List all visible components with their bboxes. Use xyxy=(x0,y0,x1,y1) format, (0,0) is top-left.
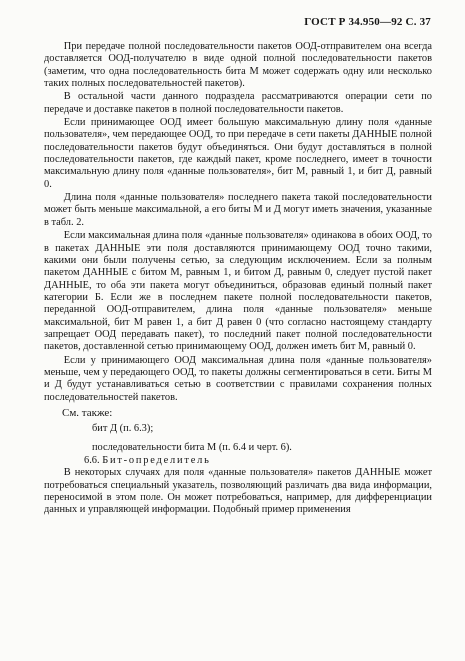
paragraph-6: Если у принимающего ООД максимальная длина поля «данные пользователя» меньше, чем у передающего ООД, то пакеты должны сегментироваться в сети. Биты М и Д будут устанавливаться сетью в соответствии с правилами сохранения полных последовательностей пакетов. xyxy=(44,354,432,403)
paragraph-4: Длина поля «данные пользователя» последнего пакета такой последовательности может быть меньше максимальной, а его биты М и Д могут иметь значения, указанные в табл. 2. xyxy=(44,192,432,228)
paragraph-5: Если максимальная длина поля «данные пользователя» одинакова в обоих ООД, то в пакетах ДАННЫЕ эти поля доставляются принимающему ООД точно такими, какими они были получены сетью, за следующим исключением. Если за полным пакетом ДАННЫЕ с битом М, равным 1, и битом Д, равным 0, следует пустой пакет ДАННЫЕ, то оба эти пакета могут объединиться, образовав единый полный пакет категории Б. Если же в последнем пакете полной последовательности пакетов, переданной ООД-отправителем, длина поля «данные пользователя» меньше максимальной, бит М равен 1, а бит Д равен 0 (что согласно настоящему стандарту запрещает ООД передавать пакет), то последний пакет полной последовательности пакетов, доставленной сетью принимающему ООД, должен иметь бит М, равный 0. xyxy=(44,230,432,353)
see-also-ref-1: бит Д (п. 6.3); xyxy=(92,423,154,435)
document-body xyxy=(44,41,432,517)
section-paragraph: В некоторых случаях для поля «данные пользователя» пакетов ДАННЫЕ может потребоваться специальный указатель, позволяющий различать два вида информации, переносимой в этом поле. Он может потребоваться, например, для дифференциации данных и управляющей информации. Подобный пример применения xyxy=(44,467,432,516)
see-also-ref-2: последовательности бита М (п. 6.4 и черт. 6). xyxy=(92,441,292,453)
paragraph-3: Если принимающее ООД имеет большую максимальную длину поля «данные пользователя», чем передающее ООД, то при передаче в сети пакеты ДАННЫЕ полной последовательности пакетов будут объединяться. Они будут доставляться в полной последовательности пакетов, где каждый пакет, кроме последнего, имеет в точности максимальную длину поля «данные пользователя», бит М, равный 1, и бит Д, равный 0. xyxy=(44,117,432,190)
paragraph-2: В остальной части данного подраздела рассматриваются операции сети по передаче и доставке пакетов в полной последовательности пакетов. xyxy=(44,91,432,115)
page-header: ГОСТ Р 34.950—92 С. 37 xyxy=(304,16,431,28)
section-title: Бит-определитель xyxy=(102,455,211,466)
see-also-label: См. также: xyxy=(62,406,113,419)
paragraph-1: При передаче полной последовательности пакетов ООД-отправителем она всегда доставляется ООД-получателю в виде одной полной последовательности пакетов (заметим, что одна последовательность бита М может содержать одну или несколько таких полных последовательностей пакетов). xyxy=(44,41,432,90)
section-number: 6.6. xyxy=(84,455,100,466)
section-heading xyxy=(84,455,432,467)
